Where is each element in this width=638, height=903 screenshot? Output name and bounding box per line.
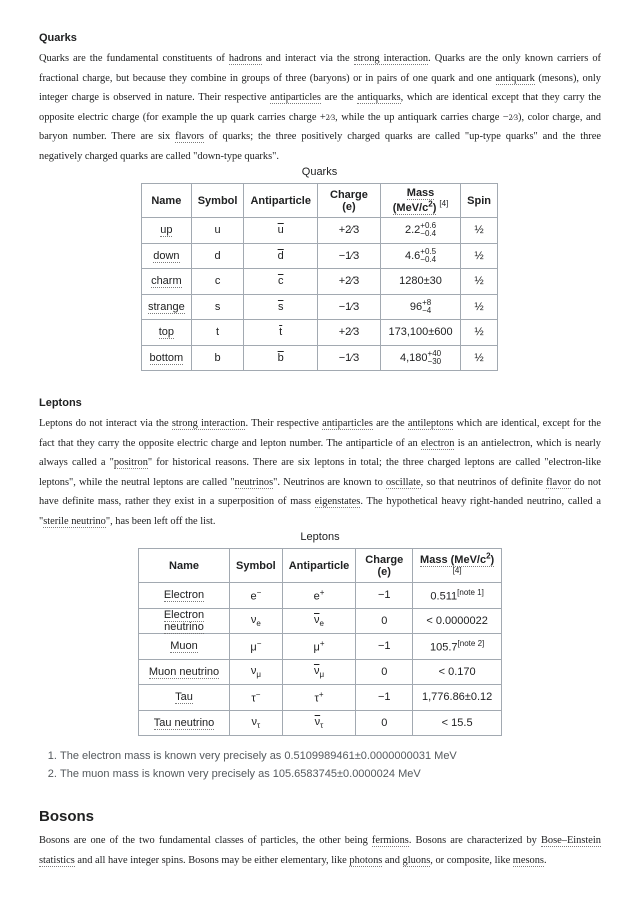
- link-mev[interactable]: Mass $(MeV/c^2)$: [392, 187, 437, 214]
- antiparticle-symbol: τ: [314, 692, 319, 705]
- link-quark-name[interactable]: charm: [151, 275, 182, 288]
- col-antiparticle: Antiparticle: [244, 184, 318, 218]
- link-neutrinos[interactable]: neutrinos: [234, 476, 274, 488]
- mass-value: 4,180: [400, 351, 428, 364]
- cell-spin: ½: [461, 294, 498, 320]
- cell-mass: [380, 294, 460, 320]
- link-gluons[interactable]: gluons: [402, 854, 431, 866]
- leptons-table-caption: Leptons: [300, 531, 340, 543]
- cell-charge: −1: [356, 634, 413, 660]
- leptons-paragraph: Leptons do not interact via the strong interaction. Their respective antiparticles are the antileptons which are identical, except for the fact that they carry the opposite electric charge and lepton number. The antiparticle of an electron is an antielectron, which is nearly always called a "positron" for historical reasons. There are six leptons in total; the three charged leptons are called "electron-like leptons", while the neutral leptons are called "neutrinos". Neutrinos are known to oscillate, so that neutrinos of definite flavor do not have definite mass, rather they exist in a superposition of mass eigenstates. The hypothetical heavy right-handed neutrino, called a "sterile neutrino", has been left off the list.: [39, 418, 602, 527]
- notes-list: [39, 747, 457, 783]
- cell-charge: 0: [356, 659, 413, 685]
- mass-value: 2.2: [405, 224, 421, 237]
- cell-name: [139, 583, 230, 609]
- cell-antiparticle: [282, 608, 356, 634]
- col-antiparticle: Antiparticle: [282, 549, 356, 583]
- link-antiquark[interactable]: antiquark: [495, 72, 535, 84]
- link-hadrons[interactable]: hadrons: [228, 53, 262, 64]
- antiparticle-symbol: $\overline{u}$: [277, 224, 284, 237]
- mass-uncertainty: [420, 222, 436, 238]
- cell-symbol: [230, 685, 283, 711]
- cell-name: [142, 243, 192, 269]
- cell-mass: [413, 659, 502, 685]
- cell-antiparticle: [244, 269, 318, 295]
- antiparticle-symbol: $\overline{c}$: [277, 275, 284, 288]
- cell-charge: 0: [356, 710, 413, 736]
- link-electron[interactable]: electron: [420, 437, 455, 449]
- symbol: ν: [251, 715, 258, 728]
- ref-4[interactable]: [4]: [452, 565, 462, 575]
- cell-mass: [380, 218, 460, 244]
- link-lepton-name[interactable]: Muon neutrino: [148, 665, 220, 678]
- cell-symbol: [230, 659, 283, 685]
- mass-value: 1,776.86±0.12: [421, 691, 493, 704]
- cell-antiparticle: [244, 320, 318, 346]
- cell-charge: +2⁄3: [317, 320, 380, 346]
- link-antileptons[interactable]: antileptons: [407, 418, 454, 429]
- cell-charge: +2⁄3: [317, 218, 380, 244]
- symbol-sup: −: [255, 689, 261, 699]
- cell-name: [139, 634, 230, 660]
- link-positron[interactable]: positron: [113, 457, 148, 469]
- table-row: [142, 320, 498, 346]
- link-mesons[interactable]: mesons: [512, 854, 544, 866]
- cell-spin: ½: [461, 218, 498, 244]
- uncertainty-up: +0.5: [420, 246, 437, 256]
- quarks-paragraph: Quarks are the fundamental constituents of hadrons and interact via the strong interaction. Quarks are the only known carriers of fractional charge, but because they combine in groups of three (baryons) or in pairs of one quark and one antiquark (mesons), only integer charge is observed in nature. Their respective antiparticles are the antiquarks, which are identical except that they carry the opposite electric charge (for example the up quark carries charge +2⁄3, while the up antiquark carries charge −2⁄3), color charge, and baryon number. There are six flavors of quarks; the three positively charged quarks are called "up-type quarks" and the three negatively charged quarks are called "down-type quarks".: [39, 53, 602, 162]
- quarks-table-caption: Quarks: [301, 166, 338, 178]
- link-sterile-neutrino[interactable]: sterile neutrino: [43, 515, 106, 527]
- antiparticle-symbol: $\overline{\nu}$: [314, 613, 320, 626]
- antiparticle-sup: +: [319, 638, 325, 648]
- antiparticle-symbol: e: [313, 590, 320, 603]
- uncertainty-down: −0.4: [420, 254, 437, 264]
- mass-value: 4.6: [405, 249, 421, 262]
- cell-name: [139, 710, 230, 736]
- note-2: 2. The muon mass is known very precisely as 105.6583745±0.0000024 MeV: [60, 765, 457, 783]
- col-symbol: Symbol: [191, 184, 244, 218]
- link-flavor[interactable]: flavor: [546, 476, 571, 488]
- cell-mass: [413, 634, 502, 660]
- cell-antiparticle: [282, 659, 356, 685]
- antiparticle-symbol: $\overline{\nu}$: [314, 715, 321, 728]
- antiparticle-symbol: μ: [313, 641, 320, 654]
- cell-charge: −1: [356, 583, 413, 609]
- cell-name: [139, 659, 230, 685]
- link-fermions[interactable]: fermions: [371, 835, 409, 846]
- uncertainty-down: −30: [427, 356, 442, 366]
- cell-antiparticle: [244, 345, 318, 371]
- link-strong-interaction[interactable]: strong interaction: [353, 53, 429, 64]
- cell-mass: [413, 710, 502, 736]
- cell-charge: +2⁄3: [317, 269, 380, 295]
- link-mev[interactable]: Mass $(MeV/c^2)$: [420, 550, 495, 566]
- col-name: Name: [142, 184, 192, 218]
- mass-value: 1280±30: [399, 275, 442, 288]
- cell-mass: [380, 345, 460, 371]
- mass-uncertainty: [420, 248, 436, 264]
- cell-name: [142, 218, 192, 244]
- quarks-table: [141, 183, 498, 371]
- antiparticle-sup: +: [319, 587, 325, 597]
- table-row: [142, 269, 498, 295]
- cell-symbol: [230, 634, 283, 660]
- mass-value: 105.7: [430, 641, 458, 654]
- bosons-heading: Bosons: [39, 808, 95, 825]
- cell-charge: 0: [356, 608, 413, 634]
- cell-name: [142, 269, 192, 295]
- table-row: [139, 634, 502, 660]
- note-ref[interactable]: [note 2]: [457, 638, 485, 648]
- symbol-sup: −: [256, 638, 262, 648]
- symbol: ν: [250, 613, 257, 626]
- col-mass: [380, 184, 460, 218]
- link-flavors[interactable]: flavors: [175, 131, 204, 143]
- antiparticle-symbol: $\overline{d}$: [277, 249, 284, 262]
- uncertainty-down: −0.4: [420, 229, 437, 239]
- cell-name: [139, 608, 230, 634]
- cell-symbol: [230, 710, 283, 736]
- cell-antiparticle: [282, 710, 356, 736]
- cell-symbol: u: [191, 218, 244, 244]
- link-strong-interaction-2[interactable]: strong interaction: [171, 418, 246, 429]
- cell-charge: −1⁄3: [317, 294, 380, 320]
- mass-value: 0.511: [430, 590, 458, 603]
- cell-spin: ½: [461, 243, 498, 269]
- uncertainty-up: +8: [422, 297, 432, 307]
- link-antiparticles[interactable]: antiparticles: [270, 92, 321, 104]
- antiparticle-sub: τ: [320, 720, 324, 730]
- table-row: [139, 710, 502, 736]
- mass-value: 173,100±600: [388, 326, 453, 339]
- cell-symbol: c: [191, 269, 244, 295]
- antiparticle-symbol: $\overline{s}$: [277, 300, 284, 313]
- uncertainty-down: −4: [422, 305, 432, 315]
- cell-name: [139, 685, 230, 711]
- link-eigenstates[interactable]: eigenstates: [314, 496, 361, 508]
- link-quark-name[interactable]: top: [158, 326, 174, 339]
- antiparticle-sup: +: [318, 689, 324, 699]
- antiparticle-symbol: $\overline{\nu}$: [313, 664, 320, 677]
- col-charge: Charge (e): [317, 184, 380, 218]
- leptons-table: [138, 548, 502, 736]
- mass-uncertainty: [422, 299, 431, 315]
- symbol: τ: [251, 692, 256, 705]
- col-spin: Spin: [461, 184, 498, 218]
- antiparticle-sub: μ: [319, 669, 325, 679]
- col-symbol: Symbol: [230, 549, 283, 583]
- ref-4[interactable]: [4]: [439, 199, 449, 209]
- cell-symbol: [230, 583, 283, 609]
- cell-antiparticle: [244, 294, 318, 320]
- cell-symbol: t: [191, 320, 244, 346]
- mass-value: 96: [409, 300, 423, 313]
- note-ref[interactable]: [note 1]: [457, 587, 484, 597]
- symbol: e: [250, 590, 257, 603]
- antiparticle-symbol: $\overline{b}$: [277, 351, 284, 364]
- link-photons[interactable]: photons: [349, 854, 383, 866]
- link-lepton-name[interactable]: Electron: [163, 589, 205, 602]
- link-antiquarks[interactable]: antiquarks: [357, 92, 401, 104]
- cell-antiparticle: [282, 583, 356, 609]
- cell-symbol: [230, 608, 283, 634]
- link-quark-name[interactable]: up: [160, 224, 173, 237]
- cell-mass: [413, 583, 502, 609]
- col-charge: Charge (e): [356, 549, 413, 583]
- symbol: ν: [250, 664, 257, 677]
- table-row: [142, 294, 498, 320]
- uncertainty-up: +40: [427, 348, 442, 358]
- mass-value: < 0.170: [438, 665, 476, 678]
- symbol: μ: [250, 641, 257, 654]
- uncertainty-up: +0.6: [420, 221, 437, 231]
- cell-mass: [380, 320, 460, 346]
- cell-mass: [413, 608, 502, 634]
- cell-charge: −1⁄3: [317, 345, 380, 371]
- link-lepton-name[interactable]: Tau neutrino: [153, 716, 215, 729]
- table-row: [142, 243, 498, 269]
- cell-name: [142, 345, 192, 371]
- cell-symbol: s: [191, 294, 244, 320]
- note-1: 1. The electron mass is known very precisely as 0.5109989461±0.0000000031 MeV: [60, 747, 457, 765]
- link-oscillate[interactable]: oscillate: [385, 476, 421, 488]
- symbol-sub: τ: [257, 720, 261, 730]
- table-row: [139, 583, 502, 609]
- symbol-sub: e: [256, 618, 261, 628]
- cell-antiparticle: [282, 685, 356, 711]
- cell-name: [142, 294, 192, 320]
- col-name: Name: [139, 549, 230, 583]
- link-bose-einstein[interactable]: Bose–Einstein statistics: [39, 835, 601, 866]
- antiparticle-symbol: $\overline{t}$: [279, 326, 283, 339]
- quarks-heading: Quarks: [39, 32, 77, 44]
- link-lepton-name[interactable]: Electron neutrino: [163, 608, 205, 633]
- cell-spin: ½: [461, 269, 498, 295]
- link-quark-name[interactable]: down: [153, 249, 180, 262]
- antiparticle-sub: e: [319, 618, 324, 628]
- table-row: [142, 345, 498, 371]
- leptons-heading: Leptons: [39, 397, 82, 409]
- cell-symbol: d: [191, 243, 244, 269]
- cell-charge: −1⁄3: [317, 243, 380, 269]
- cell-antiparticle: [244, 243, 318, 269]
- symbol-sub: μ: [256, 669, 261, 679]
- table-row: [139, 608, 502, 634]
- cell-spin: ½: [461, 320, 498, 346]
- cell-mass: [380, 243, 460, 269]
- mass-uncertainty: [428, 350, 442, 366]
- cell-name: [142, 320, 192, 346]
- link-lepton-name[interactable]: Muon: [170, 640, 198, 653]
- link-lepton-name[interactable]: Tau: [175, 691, 193, 704]
- cell-mass: [380, 269, 460, 295]
- mass-value: < 0.0000022: [426, 614, 488, 627]
- cell-antiparticle: [282, 634, 356, 660]
- cell-mass: [413, 685, 502, 711]
- symbol-sup: −: [256, 587, 262, 597]
- link-quark-name[interactable]: bottom: [149, 351, 184, 364]
- table-row: [139, 659, 502, 685]
- table-row: [139, 685, 502, 711]
- cell-antiparticle: [244, 218, 318, 244]
- bosons-paragraph: Bosons are one of the two fundamental classes of particles, the other being fermions. Bosons are characterized by Bose–Einstein statistics and all have integer spins. Bosons may be either elementary, like photons and gluons, or composite, like mesons.: [39, 835, 601, 866]
- cell-symbol: b: [191, 345, 244, 371]
- link-quark-name[interactable]: strange: [148, 300, 185, 313]
- link-antiparticles-2[interactable]: antiparticles: [322, 418, 373, 429]
- cell-spin: ½: [461, 345, 498, 371]
- cell-charge: −1: [356, 685, 413, 711]
- table-row: [142, 218, 498, 244]
- col-mass: [413, 549, 502, 583]
- mass-value: < 15.5: [441, 716, 473, 729]
